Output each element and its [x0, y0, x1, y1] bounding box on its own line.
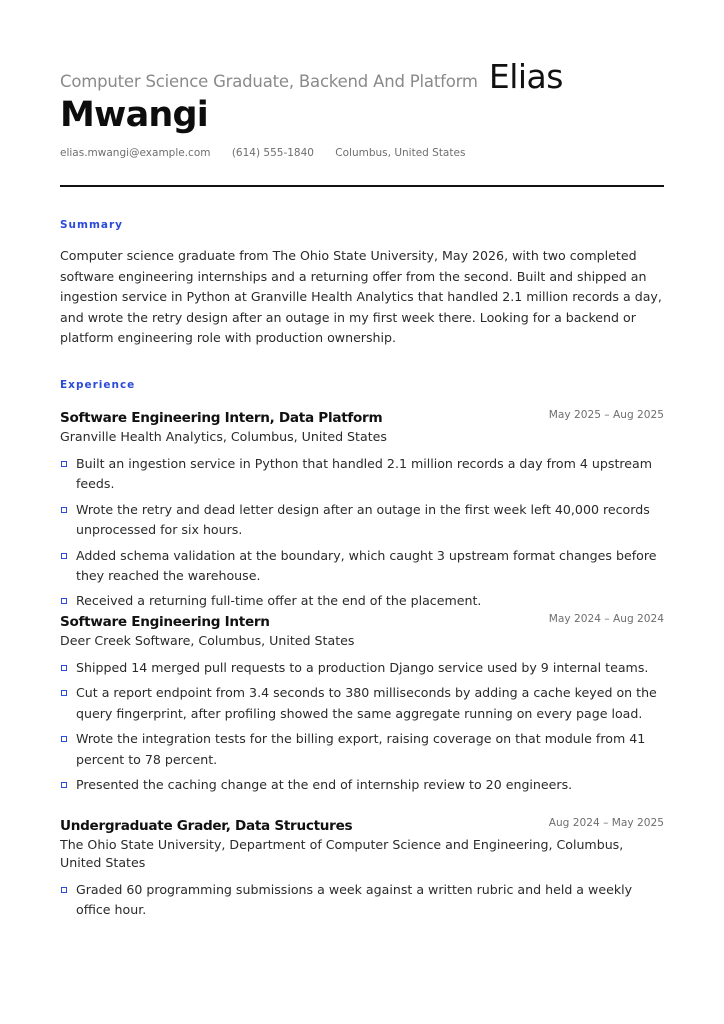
contact-line: [60, 147, 664, 159]
bullet-text: Graded 60 programming submissions a week against a written rubric and held a weekly office hour.: [76, 882, 633, 918]
job-title: Software Engineering Intern, Data Platform: [60, 410, 383, 426]
square-bullet-icon: [61, 690, 67, 696]
job-bullets: [60, 658, 664, 795]
headline-subtitle: Computer Science Graduate, Backend And Platform: [60, 72, 478, 91]
square-bullet-icon: [61, 665, 67, 671]
square-bullet-icon: [61, 736, 67, 742]
job-bullet: [60, 591, 664, 611]
job-header: [60, 611, 664, 631]
experience-heading: Experience: [60, 379, 136, 391]
summary-heading: Summary: [60, 219, 124, 231]
job-organization: Granville Health Analytics, Columbus, United States: [60, 429, 387, 444]
job-bullet: [60, 546, 664, 587]
bullet-text: Wrote the retry and dead letter design after an outage in the first week left 40,000 records unprocessed for six hours.: [76, 501, 650, 538]
square-bullet-icon: [61, 598, 67, 604]
square-bullet-icon: [61, 553, 67, 559]
job-bullets: [60, 880, 664, 921]
bullet-text: Presented the caching change at the end of internship review to 20 engineers.: [76, 777, 573, 793]
job-entry: [60, 815, 664, 926]
resume-header: [60, 57, 664, 159]
last-name: Mwangi: [60, 95, 208, 135]
job-bullet: [60, 683, 664, 724]
contact-location: Columbus, United States: [335, 147, 466, 159]
job-dates: Aug 2024 – May 2025: [548, 817, 664, 829]
job-bullet: [60, 729, 664, 770]
job-entry: [60, 407, 664, 617]
job-dates: May 2024 – Aug 2024: [548, 613, 664, 625]
job-bullets: [60, 454, 664, 612]
job-bullet: [60, 454, 664, 495]
job-bullet: [60, 500, 664, 541]
bullet-text: Built an ingestion service in Python that handled 2.1 million records a day from 4 upstream feeds.: [76, 456, 653, 492]
job-organization: Deer Creek Software, Columbus, United States: [60, 633, 355, 648]
square-bullet-icon: [61, 887, 67, 893]
job-bullet: [60, 880, 664, 921]
square-bullet-icon: [61, 507, 67, 513]
bullet-text: Wrote the integration tests for the billing export, raising coverage on that module from 41 percent to 78 percent.: [76, 731, 646, 767]
contact-email[interactable]: elias.mwangi@example.com: [60, 147, 211, 159]
bullet-text: Added schema validation at the boundary, which caught 3 upstream format changes before they reached the warehouse.: [76, 547, 657, 584]
job-header: [60, 407, 664, 427]
first-name: Elias: [488, 57, 563, 96]
job-dates: May 2025 – Aug 2025: [548, 409, 664, 421]
job-entry: [60, 611, 664, 800]
summary-text: Computer science graduate from The Ohio State University, May 2026, with two completed software engineering internships and a returning offer from the second. Built and shipped an ingestion service in Python at Granville Health Analytics that handled 2.1 million records a day, and wrote the retry design after an outage in my first week there. Looking for a backend or platform engineering role with production ownership.: [60, 248, 662, 346]
job-bullet: [60, 775, 664, 795]
bullet-text: Received a returning full-time offer at the end of the placement.: [76, 593, 482, 609]
title-line: [60, 57, 664, 96]
job-title: Undergraduate Grader, Data Structures: [60, 818, 353, 834]
contact-phone: (614) 555-1840: [231, 147, 314, 159]
job-organization: The Ohio State University, Department of Computer Science and Engineering, Columbus, United States: [60, 837, 624, 870]
bullet-text: Cut a report endpoint from 3.4 seconds to 380 milliseconds by adding a cache keyed on the query fingerprint, after profiling showed the same aggregate running on every page load.: [76, 685, 657, 721]
job-header: [60, 815, 664, 835]
bullet-text: Shipped 14 merged pull requests to a production Django service used by 9 internal teams.: [76, 660, 649, 675]
square-bullet-icon: [61, 461, 67, 467]
header-divider: [60, 185, 664, 187]
job-title: Software Engineering Intern: [60, 614, 270, 630]
job-bullet: [60, 658, 664, 678]
square-bullet-icon: [61, 782, 67, 788]
